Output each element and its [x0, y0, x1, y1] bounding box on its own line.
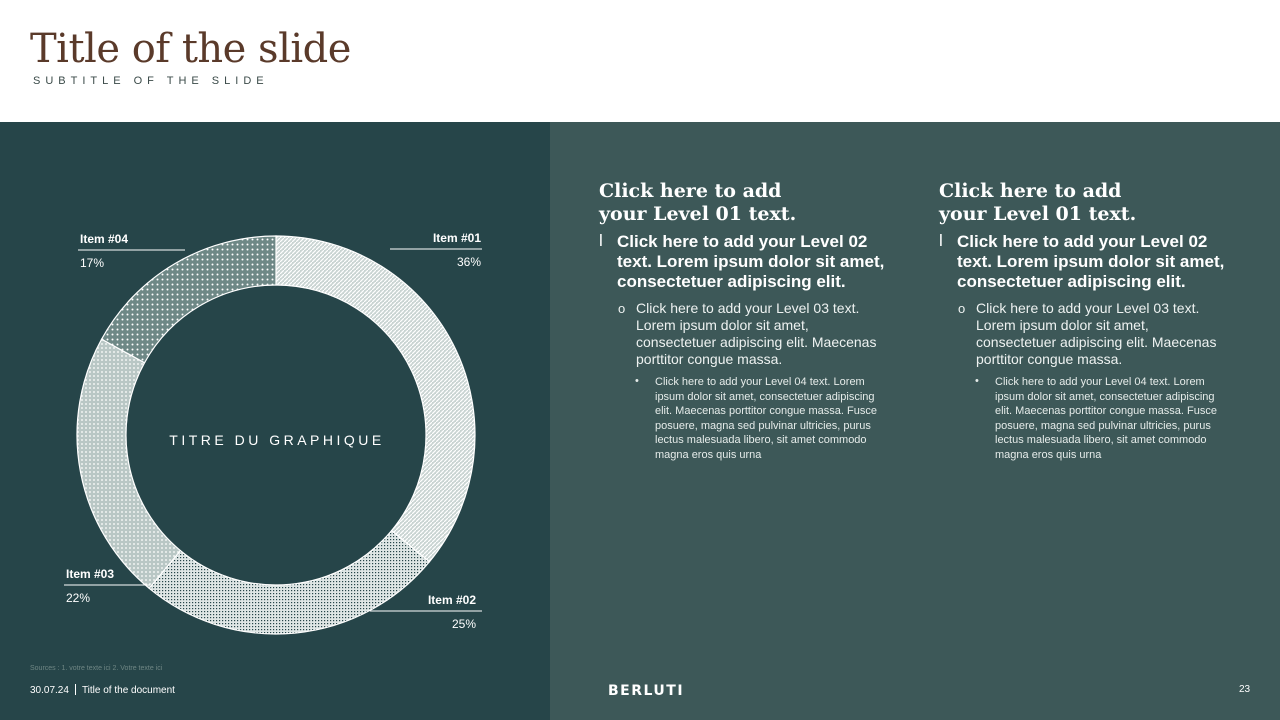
footer-info — [30, 684, 175, 696]
level-04-item[interactable] — [939, 375, 1229, 462]
donut-slice — [276, 236, 475, 562]
level-03-bullet: o — [618, 301, 626, 316]
level-04-text: Click here to add your Level 04 text. Lorem ipsum dolor sit amet, consectetuer adipiscing elit. Maecenas porttitor congue massa. Fusce posuere, magna sed pulvinar ultricies, purus lectus malesuada libero, sit amet commodo magna eros quis urna — [655, 376, 877, 461]
level-01-text[interactable]: Click here to add your Level 01 text. — [939, 180, 1137, 225]
slice-value-label: 17% — [80, 256, 105, 270]
level-02-item[interactable] — [599, 232, 889, 292]
level-04-bullet: • — [975, 375, 979, 387]
slice-category-label: Item #03 — [66, 567, 115, 581]
level-02-text: Click here to add your Level 02 text. Lorem ipsum dolor sit amet, consectetuer adipiscing elit. — [617, 232, 885, 291]
donut-slice — [77, 339, 180, 588]
slide-title: Title of the slide — [30, 26, 351, 72]
slice-category-label: Item #02 — [427, 593, 476, 607]
sources-note: Sources : 1. votre texte ici 2. Votre texte ici — [30, 665, 163, 672]
level-02-bullet: l — [599, 231, 603, 250]
level-04-item[interactable] — [599, 375, 889, 462]
slice-value-label: 36% — [456, 255, 481, 269]
footer-separator — [75, 684, 76, 695]
level-03-item[interactable] — [599, 300, 889, 368]
slice-value-label: 25% — [451, 617, 476, 631]
level-02-bullet: l — [939, 231, 943, 250]
slice-value-label: 22% — [66, 591, 91, 605]
page-number: 23 — [1239, 684, 1251, 695]
brand-logo: BERLUTI — [608, 683, 685, 699]
chart-center-label: TITRE DU GRAPHIQUE — [169, 432, 385, 448]
level-03-text: Click here to add your Level 03 text. Lorem ipsum dolor sit amet, consectetuer adipiscing elit. Maecenas porttitor congue massa. — [976, 300, 1217, 367]
text-column-2 — [939, 180, 1229, 462]
level-02-item[interactable] — [939, 232, 1229, 292]
level-04-text: Click here to add your Level 04 text. Lorem ipsum dolor sit amet, consectetuer adipiscing elit. Maecenas porttitor congue massa. Fusce posuere, magna sed pulvinar ultricies, purus lectus malesuada libero, sit amet commodo magna eros quis urna — [995, 376, 1217, 461]
slice-category-label: Item #04 — [80, 232, 129, 246]
donut-slice — [149, 531, 429, 634]
slice-category-label: Item #01 — [432, 231, 481, 245]
footer-date: 30.07.24 — [30, 685, 69, 696]
donut-slice — [102, 236, 276, 363]
level-04-bullet: • — [635, 375, 639, 387]
slide-header — [0, 0, 1280, 122]
level-02-text: Click here to add your Level 02 text. Lorem ipsum dolor sit amet, consectetuer adipiscing elit. — [957, 232, 1225, 291]
slide-subtitle: SUBTITLE OF THE SLIDE — [33, 75, 269, 87]
level-03-item[interactable] — [939, 300, 1229, 368]
donut-chart — [0, 122, 550, 720]
level-01-text[interactable]: Click here to add your Level 01 text. — [599, 180, 797, 225]
level-03-text: Click here to add your Level 03 text. Lorem ipsum dolor sit amet, consectetuer adipiscing elit. Maecenas porttitor congue massa. — [636, 300, 877, 367]
footer-document-title: Title of the document — [81, 685, 175, 696]
level-03-bullet: o — [958, 301, 966, 316]
text-column-1 — [599, 180, 889, 462]
